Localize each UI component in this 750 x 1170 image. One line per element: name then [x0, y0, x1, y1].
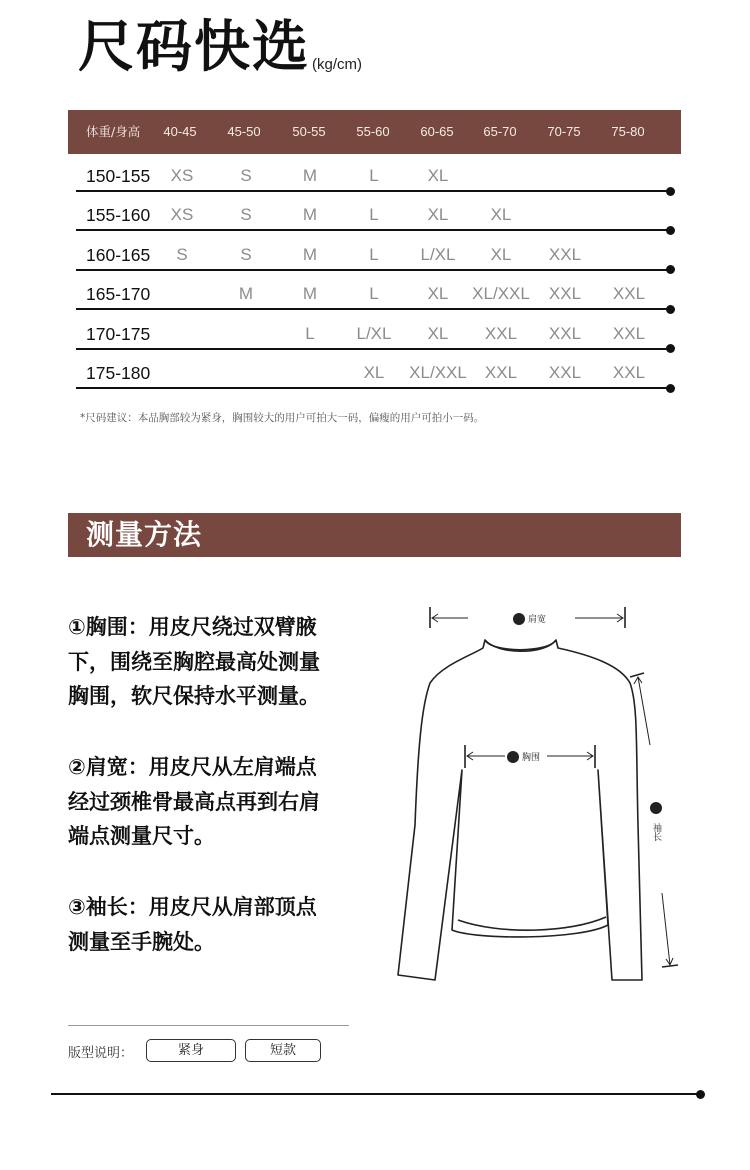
- row-divider-dot: [666, 226, 675, 235]
- header-cell: 75-80: [611, 124, 645, 139]
- header-cell-weight-height: 体重/身高: [86, 124, 141, 139]
- chest-instruction: [68, 610, 368, 714]
- chest-instruction-line: 胸围，软尺保持水平测量。: [68, 684, 320, 708]
- page-title: 尺码快选: [78, 15, 310, 80]
- shirt-body: [398, 640, 642, 980]
- size-cell: L: [369, 166, 379, 185]
- fit-divider: [68, 1025, 349, 1026]
- size-cell: XL: [427, 166, 449, 185]
- size-cell: M: [302, 284, 318, 304]
- row-divider: [76, 348, 670, 350]
- shoulder-instruction-line: 端点测量尺寸。: [68, 824, 215, 848]
- size-cell: S: [240, 166, 252, 185]
- size-cell: L/XL: [356, 323, 392, 343]
- chest-instruction-line: 下，围绕至胸腔最高处测量: [68, 649, 320, 674]
- size-cell: XL: [490, 244, 512, 264]
- size-cell: M: [238, 284, 254, 304]
- fit-label: 版型说明：: [68, 1046, 134, 1061]
- size-cell: XXL: [612, 323, 646, 343]
- size-cell: XL: [427, 323, 449, 343]
- size-cell: XS: [170, 205, 194, 225]
- size-cell: XL/XXL: [472, 284, 530, 304]
- row-divider-dot: [666, 384, 675, 393]
- sleeve-label: 袖长: [651, 823, 661, 841]
- row-divider: [76, 308, 670, 310]
- row-divider: [76, 269, 670, 271]
- size-cell: XL/XXL: [409, 363, 467, 382]
- size-cell: XXL: [548, 323, 582, 343]
- shoulder-label: 肩宽: [528, 615, 547, 625]
- size-cell: S: [176, 244, 188, 264]
- fit-tag-short: 短款: [245, 1039, 321, 1062]
- size-cell: XXL: [612, 363, 646, 382]
- sleeve-instruction: [68, 890, 368, 959]
- header-cell: 40-45: [163, 124, 197, 139]
- fit-tag-tight: 紧身: [146, 1039, 236, 1062]
- size-cell: L: [369, 284, 379, 304]
- size-cell: XXL: [484, 363, 518, 382]
- shoulder-instruction-line: ②肩宽：用皮尺从左肩端点: [68, 755, 317, 779]
- row-height-range: 170-175: [86, 323, 151, 344]
- header-cell: 60-65: [420, 124, 454, 139]
- row-divider-dot: [666, 305, 675, 314]
- header-cell: 70-75: [547, 124, 581, 139]
- header-cell: 50-55: [292, 124, 326, 139]
- chest-number: 1: [510, 753, 516, 763]
- sleeve-number: 3: [653, 804, 659, 814]
- method-section-bar: [68, 513, 681, 557]
- row-height-range: 165-170: [86, 284, 151, 305]
- shirt-measurement-diagram: [380, 595, 700, 995]
- size-cell: XL: [427, 284, 449, 304]
- method-section-title: 测量方法: [86, 518, 203, 551]
- row-height-range: 155-160: [86, 205, 151, 226]
- size-cell: S: [240, 244, 252, 264]
- size-cell: L: [369, 244, 379, 264]
- size-cell: XXL: [612, 284, 646, 304]
- hem-line: [458, 917, 606, 930]
- size-cell: XL: [490, 205, 512, 225]
- size-cell: XXL: [548, 363, 582, 382]
- sleeve-instruction-line: ③袖长：用皮尺从肩部顶点: [68, 895, 317, 919]
- size-cell: XXL: [548, 244, 582, 264]
- size-table-header: [68, 110, 681, 154]
- header-cell: 45-50: [227, 124, 261, 139]
- row-divider: [76, 229, 670, 231]
- row-divider: [76, 387, 670, 389]
- bottom-divider-dot: [696, 1090, 705, 1099]
- sleeve-instruction-line: 测量至手腕处。: [68, 929, 215, 954]
- title-unit: (kg/cm): [312, 56, 362, 73]
- size-cell: XXL: [548, 284, 582, 304]
- header-cell: 65-70: [483, 124, 517, 139]
- size-note: *尺码建议：本品胸部较为紧身，胸围较大的用户可拍大一码，偏瘦的用户可拍小一码。: [80, 412, 485, 424]
- row-divider: [76, 190, 670, 192]
- header-cell: 55-60: [356, 124, 390, 139]
- bottom-divider: [51, 1093, 701, 1095]
- shoulder-instruction-line: 经过颈椎骨最高点再到右肩: [68, 789, 320, 814]
- shoulder-number: 2: [516, 615, 522, 625]
- size-cell: M: [302, 166, 318, 185]
- size-cell: XS: [170, 166, 194, 185]
- size-cell: M: [302, 205, 318, 225]
- chest-instruction-line: ①胸围：用皮尺绕过双臂腋: [68, 615, 317, 639]
- size-cell: XXL: [484, 323, 518, 343]
- row-height-range: 175-180: [86, 363, 151, 383]
- row-height-range: 150-155: [86, 166, 151, 186]
- size-cell: S: [240, 205, 252, 225]
- chest-label: 胸围: [522, 753, 541, 763]
- size-cell: L/XL: [420, 244, 456, 264]
- size-cell: L: [305, 323, 315, 343]
- row-divider-dot: [666, 187, 675, 196]
- size-cell: XL: [363, 363, 385, 382]
- size-cell: XL: [427, 205, 449, 225]
- shirt-outline: [398, 640, 642, 980]
- size-cell: M: [302, 244, 318, 264]
- shoulder-instruction: [68, 750, 368, 854]
- row-height-range: 160-165: [86, 244, 151, 265]
- size-cell: L: [369, 205, 379, 225]
